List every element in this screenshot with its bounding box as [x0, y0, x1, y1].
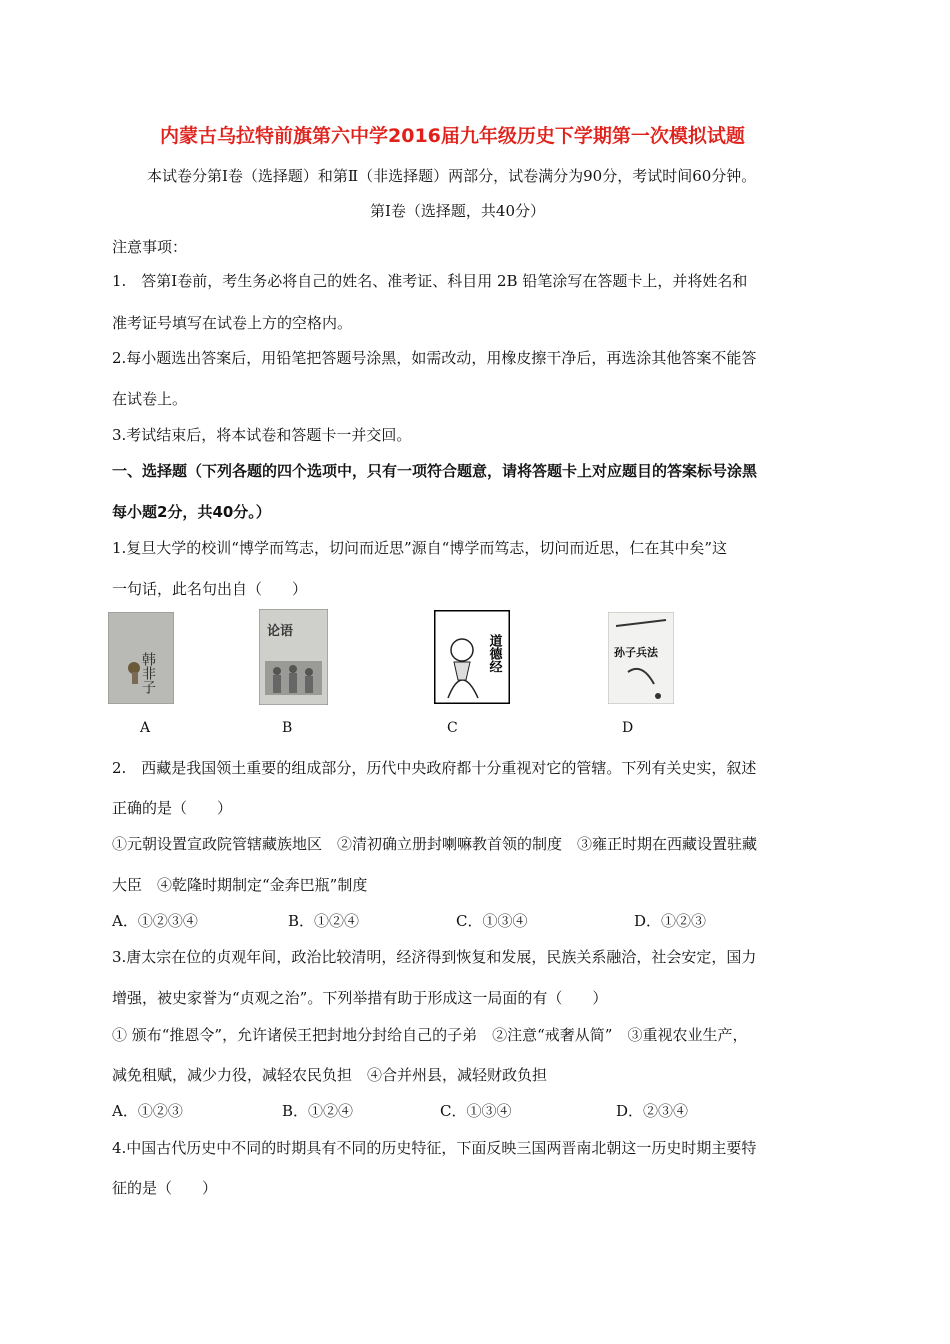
section1-instructions-cont: 每小题2分，共40分。） [112, 503, 271, 521]
question-1: 1.复旦大学的校训“博学而笃志，切问而近思”源自“博学而笃志，切问而近思，仁在其中矣”这 [112, 539, 727, 557]
q3-option-a: A．①②③ [112, 1102, 183, 1120]
question-3: 3.唐太宗在位的贞观年间，政治比较清明，经济得到恢复和发展，民族关系融洽，社会安定，国力 [112, 948, 757, 966]
notice-item-2-cont: 在试卷上。 [112, 390, 188, 408]
question-2: 2. 西藏是我国领土重要的组成部分，历代中央政府都十分重视对它的管辖。下列有关史实，叙述 [112, 759, 757, 777]
q2-option-b: B．①②④ [288, 912, 360, 930]
q2-option-d: D．①②③ [634, 912, 707, 930]
q3-option-b: B．①②④ [282, 1102, 354, 1120]
section1-instructions: 一、选择题（下列各题的四个选项中，只有一项符合题意，请将答题卡上对应题目的答案标号涂黑 [112, 462, 758, 480]
image-letter-b: B [282, 720, 293, 736]
exam-intro: 本试卷分第Ⅰ卷（选择题）和第Ⅱ（非选择题）两部分，试卷满分为90分，考试时间60分钟。 [147, 167, 757, 185]
document-title: 内蒙古乌拉特前旗第六中学2016届九年级历史下学期第一次模拟试题 [160, 125, 745, 147]
book-cover-c [434, 610, 510, 704]
question-4-cont: 征的是（ ） [112, 1179, 218, 1197]
question-3-statements-cont: 减免租赋，减少力役，减轻农民负担 ④合并州县，减轻财政负担 [112, 1066, 548, 1084]
part1-heading: 第Ⅰ卷（选择题，共40分） [370, 202, 546, 220]
question-2-cont: 正确的是（ ） [112, 799, 233, 817]
notice-heading: 注意事项： [112, 238, 188, 256]
question-3-statements: ① 颁布“推恩令”，允许诸侯王把封地分封给自己的子弟 ②注意“戒奢从简” ③重视农业生产， [112, 1026, 748, 1044]
cover-d-text: 孙子兵法 [614, 646, 658, 659]
q3-option-c: C．①③④ [440, 1102, 512, 1120]
book-cover-b [259, 609, 328, 705]
q2-option-c: C．①③④ [456, 912, 528, 930]
notice-item-1-cont: 准考证号填写在试卷上方的空格内。 [112, 314, 353, 332]
notice-item-3: 3.考试结束后，将本试卷和答题卡一并交回。 [112, 426, 412, 444]
question-2-statements: ①元朝设置宣政院管辖藏族地区 ②清初确立册封喇嘛教首领的制度 ③雍正时期在西藏设置驻藏 [112, 835, 758, 853]
book-cover-a [108, 612, 174, 704]
question-4: 4.中国古代历史中不同的时期具有不同的历史特征，下面反映三国两晋南北朝这一历史时期主要特 [112, 1139, 757, 1157]
cover-c-text: 道德经 [486, 634, 502, 673]
question-2-statements-cont: 大臣 ④乾隆时期制定“金奔巴瓶”制度 [112, 876, 368, 894]
image-letter-d: D [622, 720, 634, 736]
book-cover-d [608, 612, 674, 704]
notice-item-1: 1. 答第Ⅰ卷前，考生务必将自己的姓名、准考证、科目用 2B 铅笔涂写在答题卡上，并将姓名和 [112, 272, 748, 290]
cover-b-text: 论语 [267, 624, 294, 639]
question-1-cont: 一句话，此名句出自（ ） [112, 580, 308, 598]
image-letter-c: C [447, 720, 458, 736]
q2-option-a: A．①②③④ [112, 912, 198, 930]
notice-item-2: 2.每小题选出答案后，用铅笔把答题号涂黑，如需改动，用橡皮擦干净后，再选涂其他答案不能答 [112, 349, 757, 367]
cover-a-text: 韩非子 [140, 652, 156, 694]
question-3-cont: 增强，被史家誉为“贞观之治”。下列举措有助于形成这一局面的有（ ） [112, 989, 608, 1007]
image-letter-a: A [140, 720, 151, 736]
q3-option-d: D．②③④ [616, 1102, 689, 1120]
